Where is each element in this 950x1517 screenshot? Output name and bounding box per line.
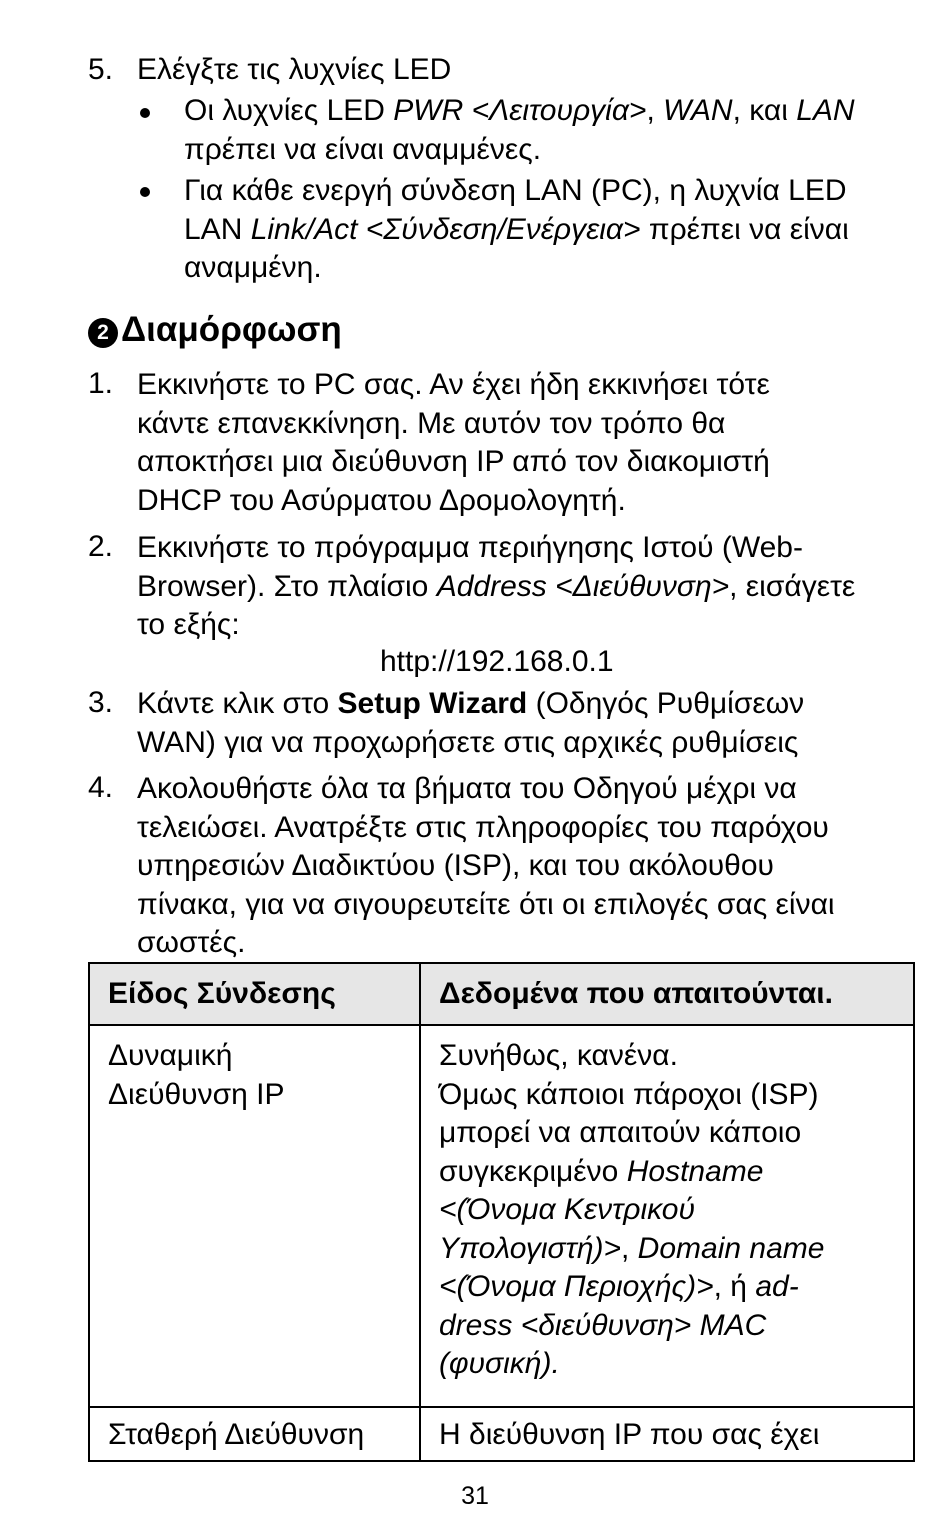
setup-wizard-label: Setup Wizard	[337, 687, 528, 720]
step3-text: Κάντε κλικ στο Setup Wizard (Οδηγός Ρυθμίσεων WAN) για να προχωρήσετε στις αρχικές ρυθμίσεις	[137, 687, 805, 759]
step3-number: 3.	[88, 686, 114, 719]
table-cell: Δυναμική Διεύθυνση IP	[89, 1025, 420, 1407]
bullet-icon	[140, 187, 150, 197]
table-row	[89, 1025, 914, 1407]
step4-text: Ακολουθήστε όλα τα βήματα του Οδηγού μέχρι να τελειώσει. Ανατρέξτε στις πληροφορίες του παρόχου υπηρεσιών Διαδικτύου (ISP), και του ακόλουθου πίνακα, για να σιγουρευτείτε ότι οι επιλογές σας είναι σωστές.	[137, 772, 835, 959]
section-title: Διαμόρφωση	[121, 310, 342, 349]
page-number: 31	[461, 1482, 489, 1510]
table-header-cell: Είδος Σύνδεσης	[89, 963, 420, 1025]
table-cell: Σταθερή Διεύθυνση	[89, 1407, 420, 1461]
table-row	[89, 1407, 914, 1461]
step2-number: 2.	[88, 530, 114, 563]
router-url: http://192.168.0.1	[380, 645, 614, 678]
step5-title: Ελέγξτε τις λυχνίες LED	[137, 53, 452, 86]
step1-number: 1.	[88, 367, 114, 400]
table-cell: Συνήθως, κανένα. Όμως κάποιοι πάροχοι (ISP) μπορεί να απαιτούν κάποιο συγκεκριμένο Hostname <(Όνομα Κεντρικού Υπολογιστή)>, Domain name <(Όνομα Περιοχής)>, ή ad- dress <διεύθυνση> MAC (φυσική).	[420, 1025, 914, 1407]
step5-number: 5.	[88, 53, 114, 86]
circled-number-2-icon: 2	[88, 318, 118, 348]
connection-type-table	[88, 962, 915, 1462]
step1-text: Εκκινήστε το PC σας. Αν έχει ήδη εκκινήσει τότε κάντε επανεκκίνηση. Με αυτόν τον τρόπο θα αποκτήσει μια διεύθυνση IP από τον διακομιστή DHCP του Ασύρματου Δρομολογητή.	[137, 368, 770, 517]
step4-number: 4.	[88, 771, 114, 804]
step5-bullet1: Οι λυχνίες LED PWR <Λειτουργία>, WAN, και LAN πρέπει να είναι αναμμένες.	[184, 94, 855, 166]
step2-text: Εκκινήστε το πρόγραμμα περιήγησης Ιστού (Web- Browser). Στο πλαίσιο Address <Διεύθυνση>, εισάγετε το εξής:	[137, 531, 856, 641]
table-cell: Η διεύθυνση IP που σας έχει	[420, 1407, 914, 1461]
table-header-row	[89, 963, 914, 1025]
step5-bullet2: Για κάθε ενεργή σύνδεση LAN (PC), η λυχνία LED LAN Link/Act <Σύνδεση/Ενέργεια> πρέπει να είναι αναμμένη.	[184, 174, 849, 284]
table-header-cell: Δεδομένα που απαιτούνται.	[420, 963, 914, 1025]
bullet-icon	[140, 108, 150, 118]
section-heading	[88, 310, 342, 350]
